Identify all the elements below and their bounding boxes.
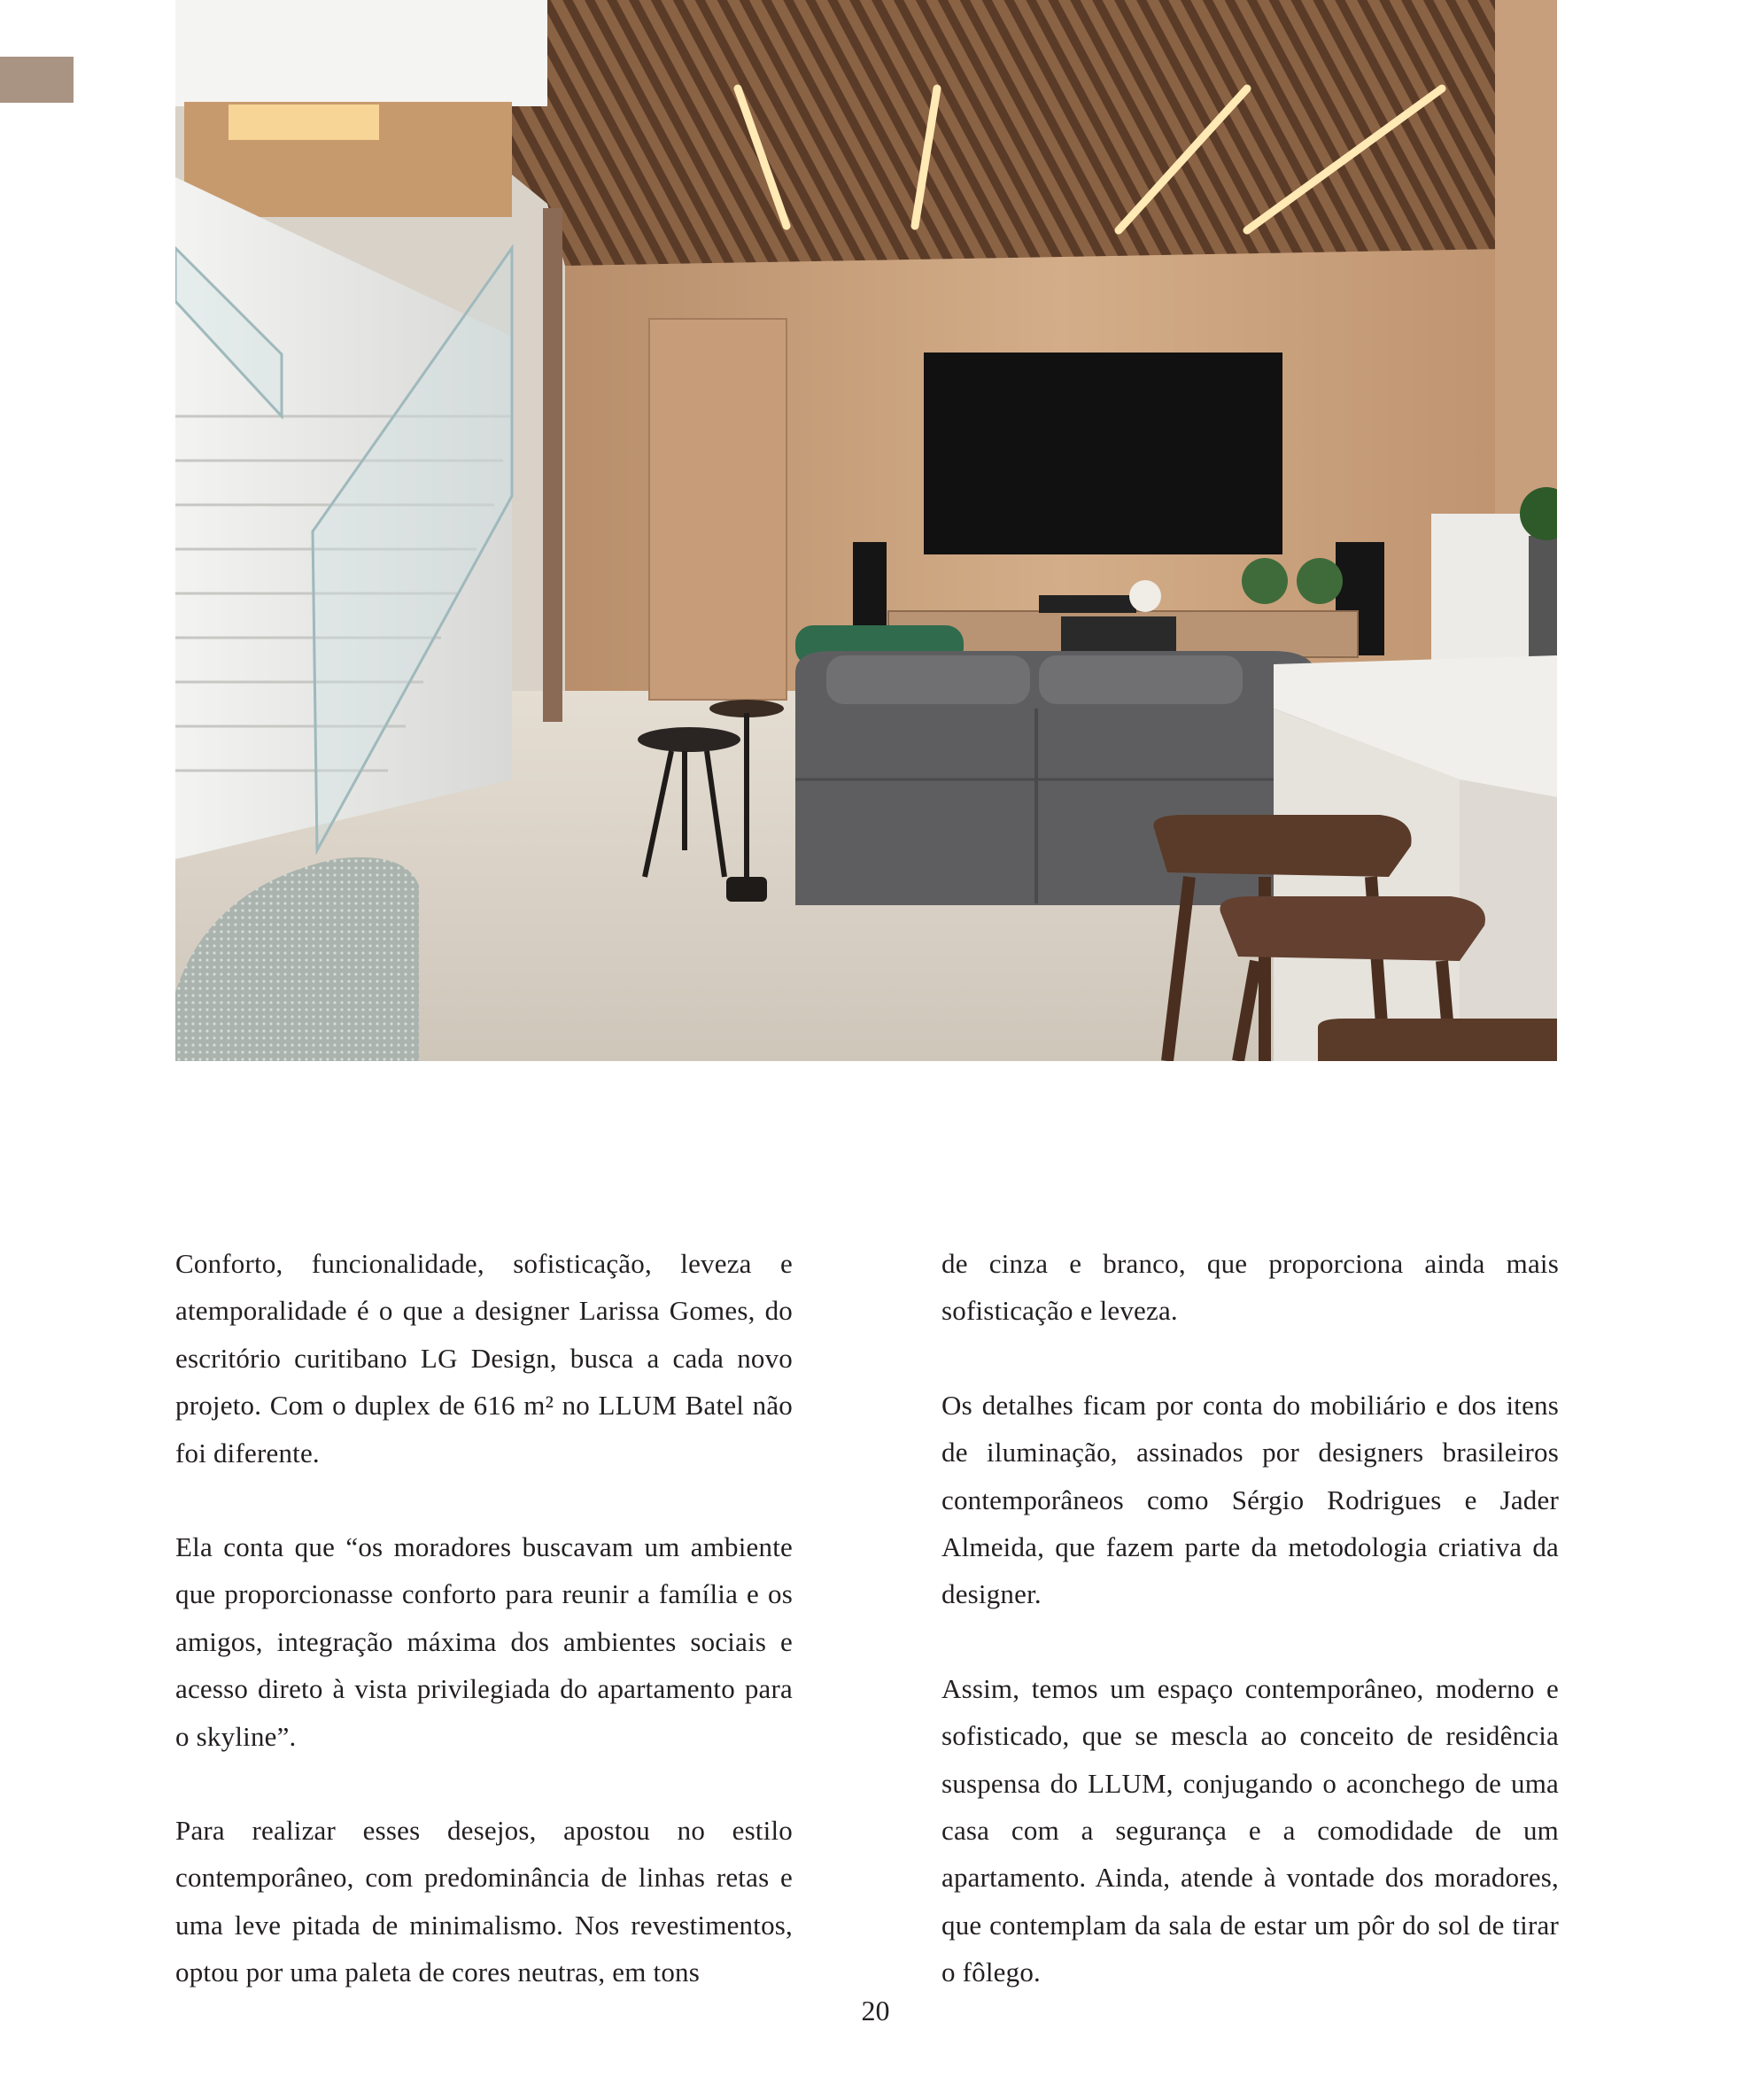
tv-screen [924, 353, 1282, 554]
text-column-left [175, 1240, 793, 2043]
side-table [638, 727, 740, 752]
bar-stool [1153, 815, 1411, 877]
interior-photo [175, 0, 1557, 1061]
text-column-right [941, 1240, 1559, 2043]
paragraph: Assim, temos um espaço contemporâneo, moderno e sofisticado, que se mescla ao conceito de residência suspensa do LLUM, conjugando o aconchego de uma casa com a segurança e a comodidade de um apartamento. Ainda, atende à vontade dos moradores, que contemplam da sala de estar um pôr do sol de tirar o fôlego. [941, 1672, 1559, 1988]
paragraph: Para realizar esses desejos, apostou no estilo contemporâneo, com predominância de linhas retas e uma leve pitada de minimalismo. Nos revestimentos, optou por uma paleta de cores neutras, em tons [175, 1815, 793, 1988]
living-room-illustration [175, 0, 1557, 1061]
paragraph: Ela conta que “os moradores buscavam um ambiente que proporcionasse conforto para reunir a família e os amigos, integração máxima dos ambientes sociais e acesso direto à vista privilegiada do apartamento para o skyline”. [175, 1531, 793, 1752]
section-tab-marker [0, 57, 74, 103]
paragraph: Conforto, funcionalidade, sofisticação, leveza e atemporalidade é o que a designer Larissa Gomes, do escritório curitibano LG Design, busca a cada novo projeto. Com o duplex de 616 m² no LLUM Batel não foi diferente. [175, 1248, 793, 1468]
paragraph: de cinza e branco, que proporciona ainda mais sofisticação e leveza. [941, 1248, 1559, 1327]
page-number: 20 [861, 1995, 890, 2026]
white-planter [1431, 514, 1530, 673]
bar-stool [1220, 896, 1484, 961]
paragraph: Os detalhes ficam por conta do mobiliário e dos itens de iluminação, assinados por designers brasileiros contemporâneos como Sérgio Rodrigues e Jader Almeida, que fazem parte da metodologia criativa da designer. [941, 1389, 1559, 1610]
